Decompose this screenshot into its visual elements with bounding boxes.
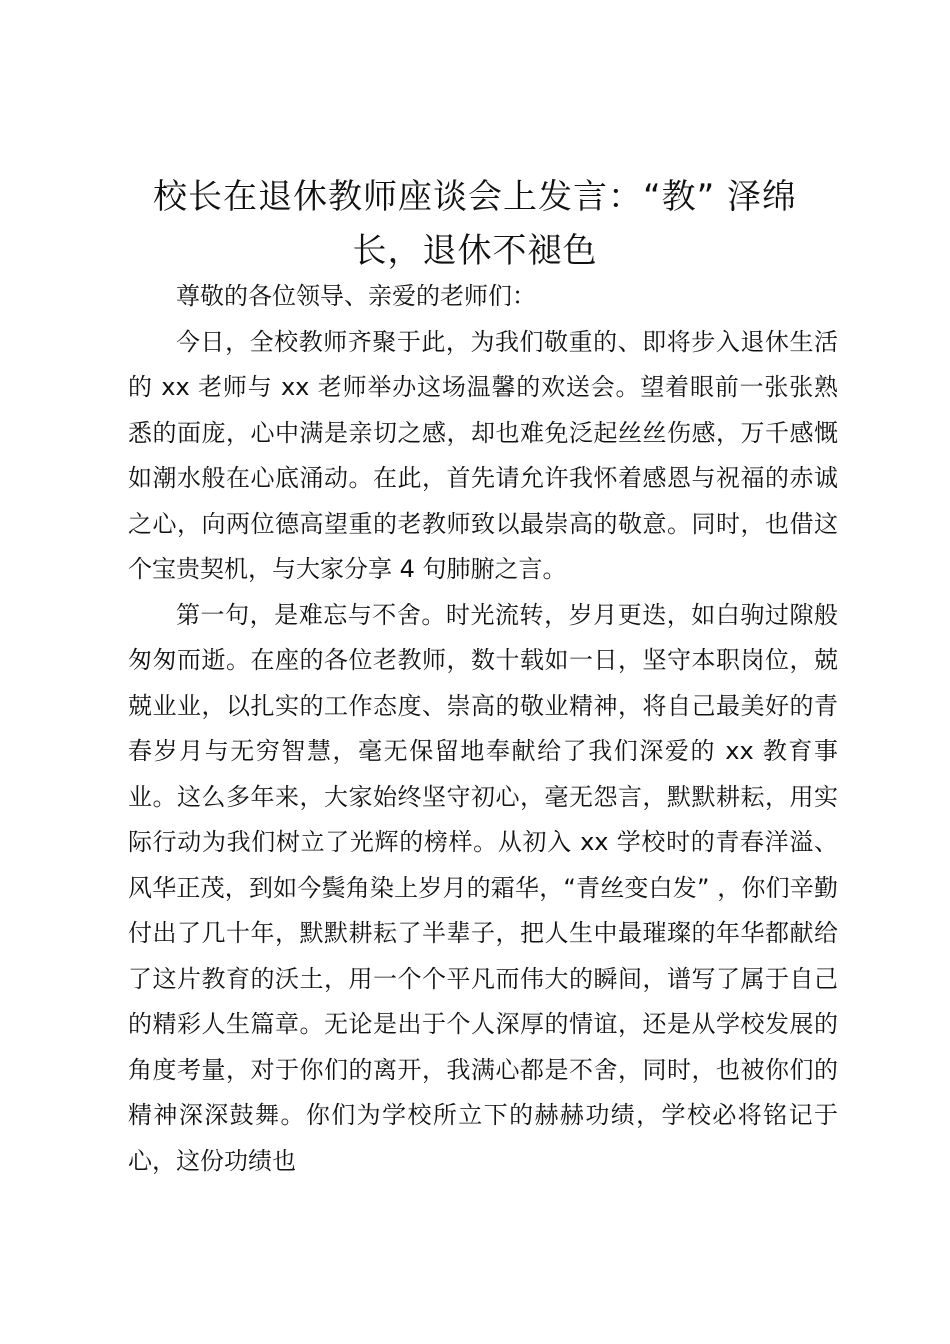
first-point-paragraph: 第一句，是难忘与不舍。时光流转，岁月更迭，如白驹过隙般匆匆而逝。在座的各位老教师，数十载如一日，坚守本职岗位，兢兢业业，以扎实的工作态度、崇高的敬业精神，将自己最美好的青春岁月与无穷智慧，毫无保留地奉献给了我们深爱的 xx 教育事业。这么多年来，大家始终坚守初心，毫无怨言，默默耕耘，用实际行动为我们树立了光辉的榜样。从初入 xx 学校时的青春洋溢、风华正茂，到如今鬓角染上岁月的霜华，“青丝变白发” ，你们辛勤付出了几十年，默默耕耘了半辈子，把人生中最璀璨的年华都献给了这片教育的沃土，用一个个平凡而伟大的瞬间，谱写了属于自己的精彩人生篇章。无论是出于个人深厚的情谊，还是从学校发展的角度考量，对于你们的离开，我满心都是不舍，同时，也被你们的精神深深鼓舞。你们为学校所立下的赫赫功绩，学校必将铭记于心，这份功绩也 <box>128 600 838 1175</box>
title-line-1: 校长在退休教师座谈会上发言：“教” 泽绵 <box>152 177 798 217</box>
document-body <box>128 274 838 1184</box>
intro-paragraph: 今日，全校教师齐聚于此，为我们敬重的、即将步入退休生活的 xx 老师与 xx 老师举办这场温馨的欢送会。望着眼前一张张熟悉的面庞，心中满是亲切之感，却也难免泛起丝丝伤感，万千感慨如潮水般在心底涌动。在此，首先请允许我怀着感恩与祝福的赤诚之心，向两位德高望重的老教师致以最崇高的敬意。同时，也借这个宝贵契机，与大家分享 4 句肺腑之言。 <box>128 327 838 583</box>
title-line-2: 长，退休不褪色 <box>352 231 598 271</box>
salutation-paragraph: 尊敬的各位领导、亲爱的老师们： <box>176 282 536 310</box>
document-title <box>120 170 830 278</box>
